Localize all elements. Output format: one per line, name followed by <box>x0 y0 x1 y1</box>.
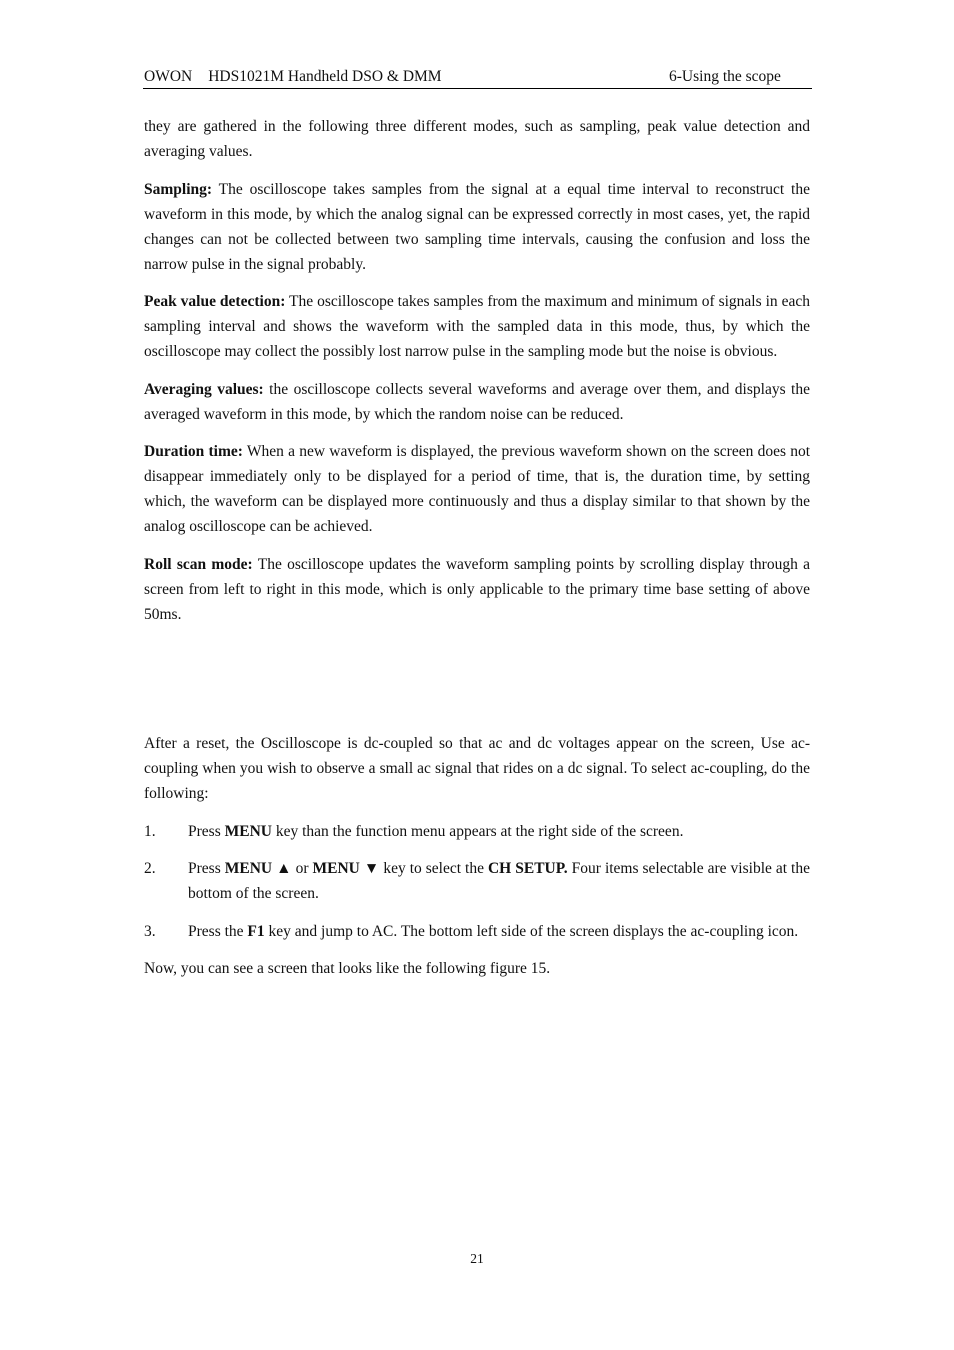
key-name: MENU ▼ <box>312 860 380 877</box>
definition-averaging-values <box>144 377 810 427</box>
page-number: 21 <box>470 1251 484 1266</box>
step-text: Four items selectable are visible at the bottom of the screen. <box>188 860 810 902</box>
definition-term: Peak value detection: <box>144 293 286 310</box>
definition-text: The oscilloscope takes samples from the signal at a equal time interval to reconstruct the waveform in this mode, by which the analog signal can be expressed correctly in most cases, yet, the rapid changes can not be collected between two sampling time intervals, causing the confusion and loss the narrow pulse in the signal probably. <box>144 180 810 273</box>
step-text: Press <box>188 822 225 840</box>
definition-text: When a new waveform is displayed, the previous waveform shown on the screen does not disappear immediately only to be displayed for a period of time, that is, the duration time, by setting which, the waveform can be displayed more continuously and thus a display similar to that shown by the analog oscilloscope can be achieved. <box>144 443 811 535</box>
header-product: HDS1021M Handheld DSO & DMM <box>208 68 442 85</box>
definition-sampling <box>144 177 810 277</box>
intro-paragraph: they are gathered in the following three different modes, such as sampling, peak value detection and averaging values. <box>144 118 810 160</box>
step-2 <box>144 856 810 906</box>
definition-text: the oscilloscope collects several waveforms and average over them, and displays the averaged waveform in this mode, by which the random noise can be reduced. <box>144 380 810 423</box>
step-text: or <box>291 860 313 877</box>
step-1 <box>144 819 810 844</box>
definition-term: Averaging values: <box>144 380 264 398</box>
page-header <box>143 66 812 89</box>
definition-text: The oscilloscope updates the waveform sampling points by scrolling display through a screen from left to right in this mode, which is only applicable to the primary time base setting of above 50ms. <box>144 555 810 623</box>
header-title <box>144 66 442 88</box>
closing-paragraph: Now, you can see a screen that looks like the following figure 15. <box>144 960 551 977</box>
definition-text: The oscilloscope takes samples from the maximum and minimum of signals in each sampling interval and shows the waveform with the sampled data in this mode, thus, by which the oscilloscope may collect the possibly lost narrow pulse in the sampling mode but the noise is obvious. <box>144 293 810 360</box>
step-3 <box>144 919 810 944</box>
step-number: 1. <box>144 822 156 840</box>
key-name: F1 <box>247 922 265 940</box>
page-body <box>144 114 810 994</box>
definition-term: Sampling: <box>144 180 213 198</box>
key-name: MENU ▲ <box>224 860 292 877</box>
header-brand: OWON <box>144 68 193 85</box>
definition-term: Roll scan mode: <box>144 555 253 573</box>
definition-roll-scan-mode <box>144 552 810 627</box>
step-text: Press <box>188 860 225 877</box>
definition-duration-time <box>144 439 810 539</box>
step-number: 2. <box>144 860 156 877</box>
definition-peak-value-detection <box>144 289 810 364</box>
section-gap <box>144 639 810 731</box>
step-text: Press the <box>188 922 248 940</box>
step-text: key to select the <box>379 860 488 877</box>
step-text: key than the function menu appears at the right side of the screen. <box>271 822 684 840</box>
step-text: key and jump to AC. The bottom left side of the screen displays the ac-coupling icon. <box>264 922 799 940</box>
menu-name: CH SETUP. <box>487 860 568 877</box>
definition-term: Duration time: <box>144 443 243 460</box>
key-name: MENU <box>224 822 272 840</box>
step-number: 3. <box>144 922 156 940</box>
header-section: 6-Using the scope <box>669 68 781 85</box>
coupling-intro-paragraph: After a reset, the Oscilloscope is dc-coupled so that ac and dc voltages appear on the screen, Use ac-coupling when you wish to observe a small ac signal that rides on a dc signal. To select ac-coupling, do the following: <box>144 735 810 802</box>
